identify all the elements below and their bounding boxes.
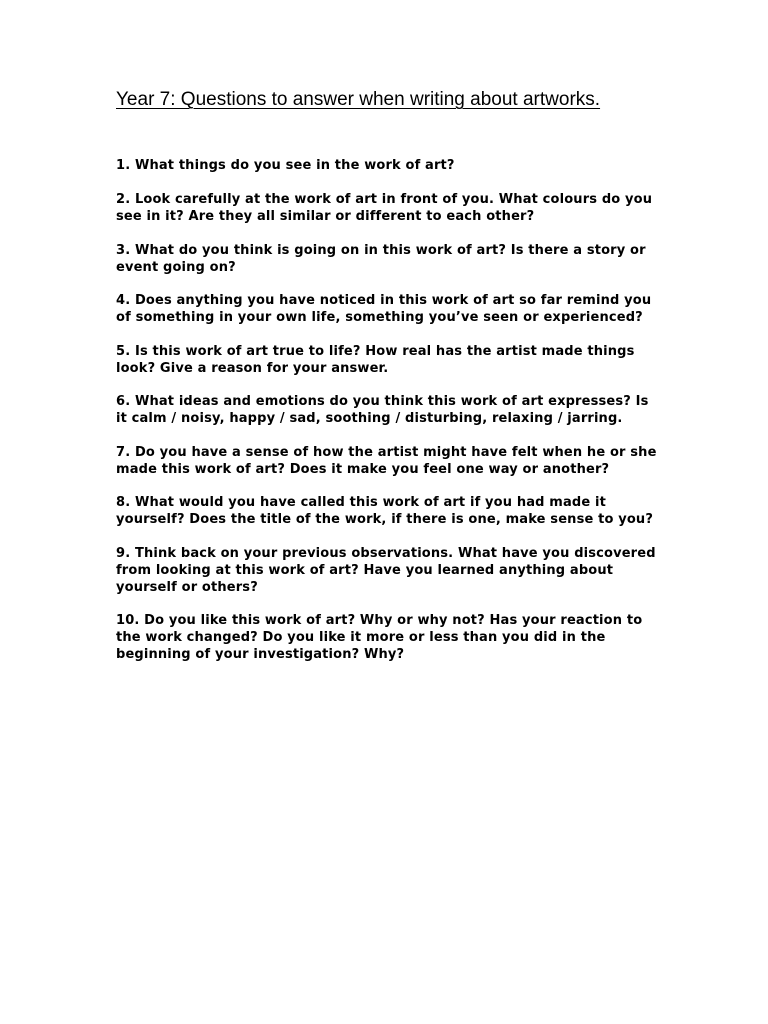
question-text-line: 10. Do you like this work of art? Why or why not? Has your reaction to	[116, 613, 643, 628]
question-text-line: look? Give a reason for your answer.	[116, 361, 389, 376]
question-text-line: 4. Does anything you have noticed in this work of art so far remind you	[116, 293, 652, 308]
question-text-line: event going on?	[116, 260, 236, 275]
question-text-line: 8. What would you have called this work of art if you had made it	[116, 495, 606, 510]
question-text-line: 3. What do you think is going on in this work of art? Is there a story or	[116, 243, 646, 258]
question-item-2	[116, 191, 656, 225]
question-text-line: from looking at this work of art? Have you learned anything about	[116, 563, 614, 578]
question-item-4	[116, 292, 656, 326]
question-item-8	[116, 494, 656, 528]
question-item-9	[116, 545, 656, 596]
question-item-10	[116, 612, 656, 663]
question-text-line: yourself? Does the title of the work, if there is one, make sense to you?	[116, 512, 654, 527]
question-text-line: 9. Think back on your previous observations. What have you discovered	[116, 546, 656, 561]
question-text-line: 2. Look carefully at the work of art in front of you. What colours do you	[116, 192, 653, 207]
question-text-line: 5. Is this work of art true to life? How real has the artist made things	[116, 344, 635, 359]
question-item-6	[116, 393, 656, 427]
question-text-line: the work changed? Do you like it more or less than you did in the	[116, 630, 606, 645]
question-text-line: beginning of your investigation? Why?	[116, 647, 405, 662]
question-text-line: it calm / noisy, happy / sad, soothing / disturbing, relaxing / jarring.	[116, 411, 623, 426]
question-item-5	[116, 343, 656, 377]
question-text-line: 7. Do you have a sense of how the artist might have felt when he or she	[116, 445, 657, 460]
question-text-line: 1. What things do you see in the work of art?	[116, 158, 455, 173]
document-title: Year 7: Questions to answer when writing about artworks.	[116, 89, 601, 110]
question-text-line: 6. What ideas and emotions do you think this work of art expresses? Is	[116, 394, 649, 409]
question-text-line: yourself or others?	[116, 580, 258, 595]
question-item-1	[116, 157, 656, 174]
question-text-line: of something in your own life, something you’ve seen or experienced?	[116, 310, 643, 325]
question-item-3	[116, 242, 656, 276]
question-item-7	[116, 444, 656, 478]
question-text-line: see in it? Are they all similar or different to each other?	[116, 209, 535, 224]
question-text-line: made this work of art? Does it make you feel one way or another?	[116, 462, 610, 477]
question-list	[116, 157, 656, 663]
